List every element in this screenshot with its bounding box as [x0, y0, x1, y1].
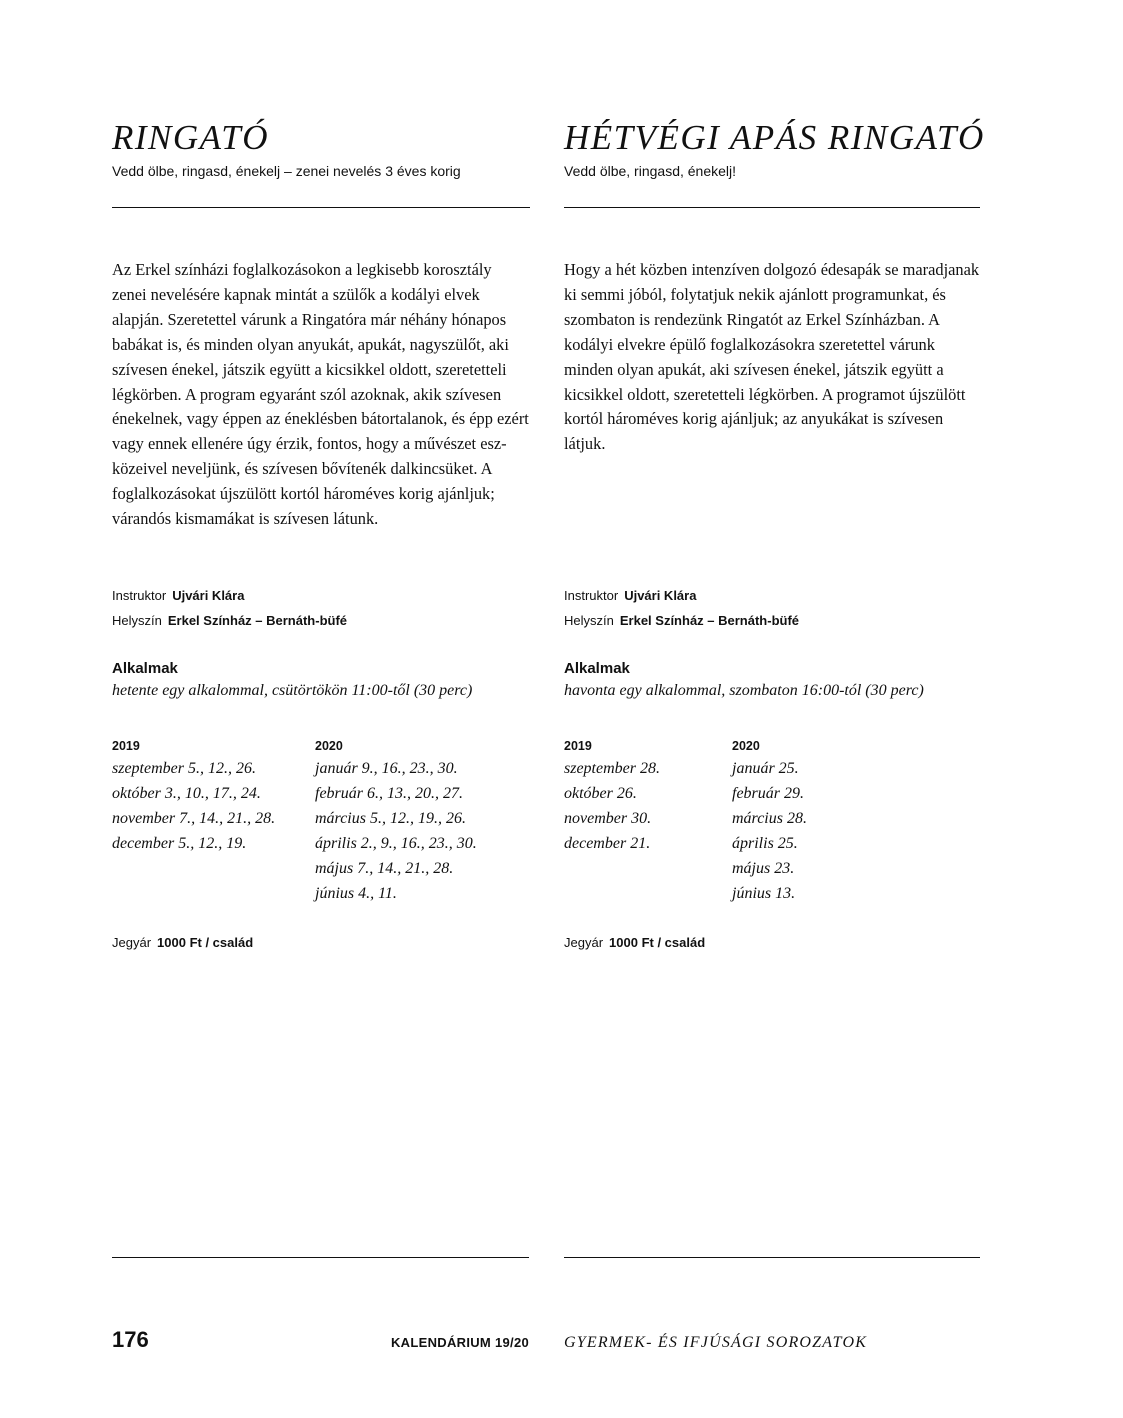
date-line: szeptember 28. [564, 760, 660, 777]
program-meta [112, 583, 347, 633]
program-title: RINGATÓ [112, 118, 269, 157]
publication-name: KALENDÁRIUM 19/20 [390, 1335, 529, 1350]
venue-label: Helyszín [564, 613, 614, 628]
program-subtitle: Vedd ölbe, ringasd, énekelj! [564, 163, 737, 179]
program-description [112, 258, 530, 532]
date-line: február 29. [732, 785, 804, 802]
date-line: október 26. [564, 785, 637, 802]
footer-divider-left [112, 1257, 529, 1258]
date-line: december 21. [564, 835, 651, 852]
instructor-row [564, 583, 799, 608]
occasions-description: havonta egy alkalommal, szombaton 16:00-tól (30 perc) [564, 682, 924, 699]
left-program-column [112, 118, 530, 950]
date-line: június 4., 11. [315, 885, 397, 902]
date-line: május 23. [732, 860, 795, 877]
header-divider [564, 207, 980, 208]
date-line: január 25. [732, 760, 799, 777]
date-line: április 25. [732, 835, 798, 852]
instructor-name: Ujvári Klára [172, 588, 245, 603]
date-line: március 28. [732, 810, 807, 827]
page-number: 176 [112, 1327, 149, 1352]
date-line: április 2., 9., 16., 23., 30. [315, 835, 477, 852]
year-label: 2020 [732, 739, 760, 753]
year-label: 2020 [315, 739, 343, 753]
date-line: február 6., 13., 20., 27. [315, 785, 463, 802]
date-line: január 9., 16., 23., 30. [315, 760, 458, 777]
price-value: 1000 Ft / család [609, 935, 706, 950]
venue-row [112, 608, 347, 633]
instructor-label: Instruktor [564, 588, 619, 603]
venue-name: Erkel Színház – Bernáth-büfé [167, 613, 348, 628]
program-meta [564, 583, 799, 633]
description-paragraph: Az Erkel színházi foglalkozásokon a legkisebb korosztály zenei nevelésére kapnak mintát a szülők a kodályi elvek alapján. Szeretettel várunk a Ringatóra már néhány hónapos babákat is, és minden olyan anyukát, apukát, nagyszülőt, aki szívesen énekel, játszik együtt a kicsikkel oldott, szeretetteli légkörben. A program egyaránt szól azoknak, akik szívesen énekelnek, vagy éppen az éneklésben bátortalanok, és épp ezért vagy ennek ellenére úgy érzik, fontos, hogy a művészet eszközeivel neveljünk, és szívesen bővítenék dalkincsüket. A foglalkozásokat újszülött kortól hároméves korig ajánljuk; várandós kismamákat is szívesen látunk. [112, 260, 529, 529]
year-label: 2019 [112, 739, 140, 753]
instructor-name: Ujvári Klára [624, 588, 697, 603]
date-line: szeptember 5., 12., 26. [112, 760, 256, 777]
price-value: 1000 Ft / család [157, 935, 254, 950]
header-divider [112, 207, 530, 208]
instructor-label: Instruktor [112, 588, 167, 603]
venue-name: Erkel Színház – Bernáth-büfé [619, 613, 800, 628]
dates-column-2019 [564, 736, 660, 856]
right-program-column [564, 118, 985, 950]
occasions-section [112, 658, 530, 702]
occasions-heading: Alkalmak [112, 660, 178, 677]
date-line: december 5., 12., 19. [112, 835, 247, 852]
occasions-section [564, 658, 980, 702]
date-line: május 7., 14., 21., 28. [315, 860, 454, 877]
instructor-row [112, 583, 347, 608]
footer-divider-right [564, 1257, 980, 1258]
price-label: Jegyár [564, 935, 604, 950]
dates-column-2019 [112, 736, 275, 856]
venue-row [564, 608, 799, 633]
date-line: november 7., 14., 21., 28. [112, 810, 276, 827]
price-label: Jegyár [112, 935, 152, 950]
date-line: november 30. [564, 810, 652, 827]
occasions-heading: Alkalmak [564, 660, 630, 677]
series-name: GYERMEK- ÉS IFJÚSÁGI SOROZATOK [564, 1334, 868, 1351]
dates-column-2020 [315, 736, 477, 906]
occasions-description: hetente egy alkalommal, csütörtökön 11:00-től (30 perc) [112, 682, 473, 699]
price-row [112, 933, 253, 953]
program-title: HÉTVÉGI APÁS RINGATÓ [564, 118, 985, 157]
venue-label: Helyszín [112, 613, 162, 628]
dates-column-2020 [732, 736, 807, 906]
date-line: március 5., 12., 19., 26. [315, 810, 466, 827]
price-row [564, 933, 705, 953]
date-line: október 3., 10., 17., 24. [112, 785, 261, 802]
program-description [564, 258, 980, 457]
description-paragraph: Hogy a hét közben intenzíven dolgozó édesapák se maradjanak ki semmi jóból, folytatjuk nekik ajánlott programunkat, és szombaton is rendezünk Ringatót az Erkel Színházban. A kodályi elvekre épülő foglalkozásokra szeretettel várunk minden olyan apukát, aki szívesen énekel, játszik együtt a kicsikkel oldott, szeretetteli légkörben. A programot újszülött kortól hároméves korig ajánljuk; az anyukákat is szívesen látjuk. [564, 260, 980, 454]
year-label: 2019 [564, 739, 592, 753]
date-line: június 13. [732, 885, 796, 902]
program-subtitle: Vedd ölbe, ringasd, énekelj – zenei nevelés 3 éves korig [112, 163, 461, 179]
